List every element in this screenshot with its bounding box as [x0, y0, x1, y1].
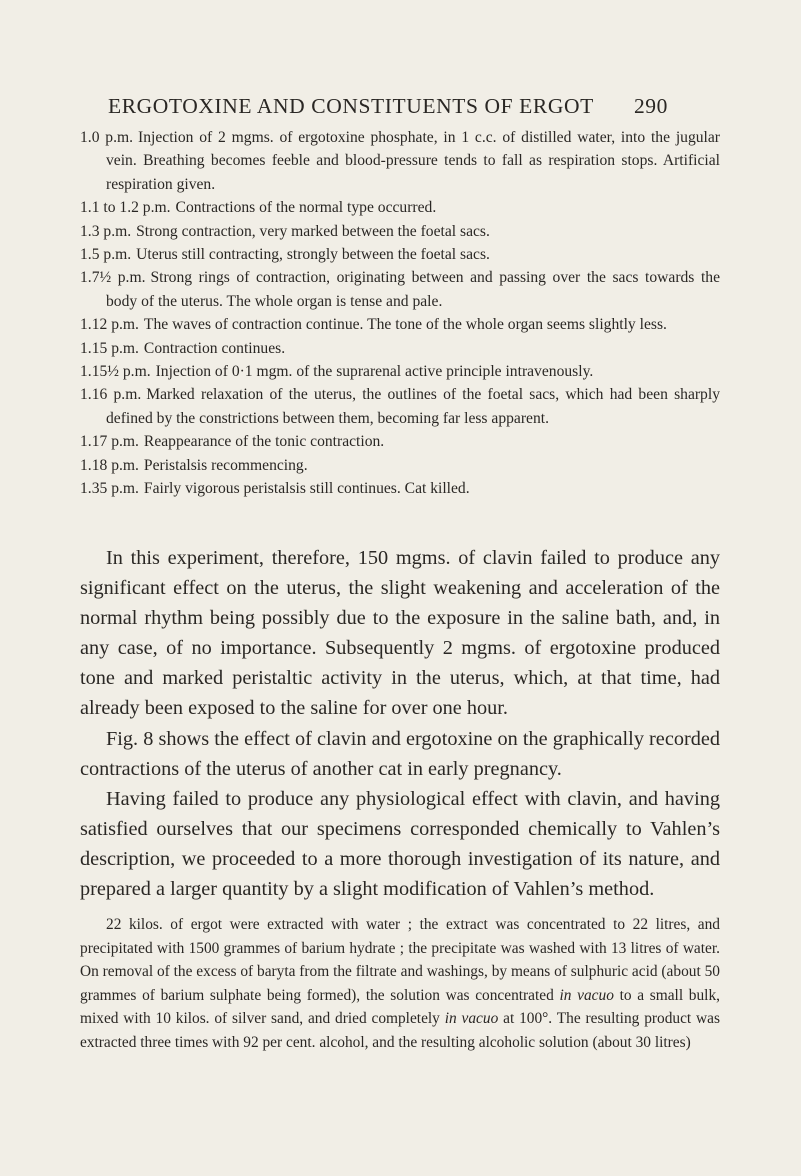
- italic-term: in vacuo: [559, 986, 614, 1004]
- text-run: 22 kilos. of ergot were extracted with water ; the extract was concentrated to 22 litres, and precipitated with 1500 grammes of barium hydrate ; the precipitate was washed with 13 litres of water. On removal of the excess of baryta from the filtrate and washings, by means of sulphuric acid (about 50 grammes of barium sulphate being formed), the solution was concentrated: [80, 916, 720, 1004]
- log-text: Marked relaxation of the uterus, the outlines of the foetal sacs, which had been sharply defined by the constrictions between them, becoming far less apparent.: [106, 386, 720, 427]
- log-entry: [80, 454, 720, 477]
- log-time: 1.15½ p.m.: [80, 363, 151, 381]
- text-run: at 100°. The resulting product was extracted three times with 92 per cent. alcohol, and the resulting alcoholic solution (about 30 litres): [80, 1010, 720, 1051]
- log-text: Contraction continues.: [143, 339, 286, 357]
- log-entry: [80, 313, 720, 336]
- text-run: to a small bulk, mixed with 10 kilos. of silver sand, and dried completely: [80, 986, 720, 1028]
- log-time: 1.16 p.m.: [80, 386, 142, 404]
- log-entry: [80, 266, 720, 313]
- log-time: 1.0 p.m.: [80, 129, 134, 146]
- log-entry: [80, 360, 720, 383]
- log-time: 1.15 p.m.: [80, 339, 139, 357]
- experiment-log: [80, 126, 720, 501]
- log-text: Strong contraction, very marked between the foetal sacs.: [136, 222, 490, 240]
- paragraph: Having failed to produce any physiological effect with clavin, and having satisfied ourselves that our specimens corresponded chemically to Vahlen’s description, we proceeded to a more thorough investigation of its nature, and prepared a larger quantity by a slight modification of Vahlen’s method.: [80, 787, 720, 901]
- body-text: [80, 543, 720, 904]
- log-entry: [80, 220, 720, 243]
- log-time: 1.17 p.m.: [80, 433, 139, 451]
- log-text: Peristalsis recommencing.: [143, 456, 308, 474]
- log-time: 1.1 to 1.2 p.m.: [80, 199, 171, 217]
- running-header: [108, 94, 668, 119]
- log-text: The waves of contraction continue. The tone of the whole organ seems slightly less.: [143, 316, 667, 334]
- log-entry: [80, 337, 720, 360]
- log-text: Contractions of the normal type occurred.: [175, 199, 437, 217]
- log-text: Uterus still contracting, strongly between the foetal sacs.: [136, 246, 490, 264]
- log-time: 1.7½ p.m.: [80, 269, 146, 287]
- log-text: Fairly vigorous peristalsis still continues. Cat killed.: [143, 480, 470, 498]
- log-time: 1.35 p.m.: [80, 480, 139, 498]
- log-entry: [80, 243, 720, 266]
- log-entry: [80, 383, 720, 430]
- italic-term: in vacuo: [444, 1010, 499, 1028]
- log-time: 1.12 p.m.: [80, 316, 139, 334]
- log-entry: [80, 126, 720, 196]
- log-time: 1.3 p.m.: [80, 222, 132, 240]
- running-title: ERGOTOXINE AND CONSTITUENTS OF ERGOT: [108, 94, 594, 118]
- paragraph: In this experiment, therefore, 150 mgms. of clavin failed to produce any significant effect on the uterus, the slight weakening and acceleration of the normal rhythm being possibly due to the exposure in the saline bath, and, in any case, of no importance. Subsequently 2 mgms. of ergotoxine produced tone and marked peristaltic activity in the uterus, which, at that time, had already been exposed to the saline for over one hour.: [80, 547, 720, 720]
- paragraph: Fig. 8 shows the effect of clavin and ergotoxine on the graphically recorded contractions of the uterus of another cat in early pregnancy.: [80, 727, 720, 780]
- log-entry: [80, 196, 720, 219]
- page-number: 290: [633, 94, 668, 118]
- log-time: 1.5 p.m.: [80, 246, 132, 264]
- log-text: Reappearance of the tonic contraction.: [143, 433, 385, 451]
- paragraph: [80, 913, 720, 1055]
- log-entry: [80, 477, 720, 500]
- log-time: 1.18 p.m.: [80, 456, 139, 474]
- log-text: Strong rings of contraction, originating between and passing over the sacs towards the body of the uterus. The whole organ is tense and pale.: [106, 269, 720, 310]
- log-text: Injection of 2 mgms. of ergotoxine phosphate, in 1 c.c. of distilled water, into the jugular vein. Breathing becomes feeble and blood-pressure tends to fall as respiration stops. Artificial respiration given.: [106, 129, 720, 193]
- small-print-text: [80, 913, 720, 1055]
- log-text: Injection of 0·1 mgm. of the suprarenal active principle intravenously.: [155, 363, 594, 381]
- log-entry: [80, 430, 720, 453]
